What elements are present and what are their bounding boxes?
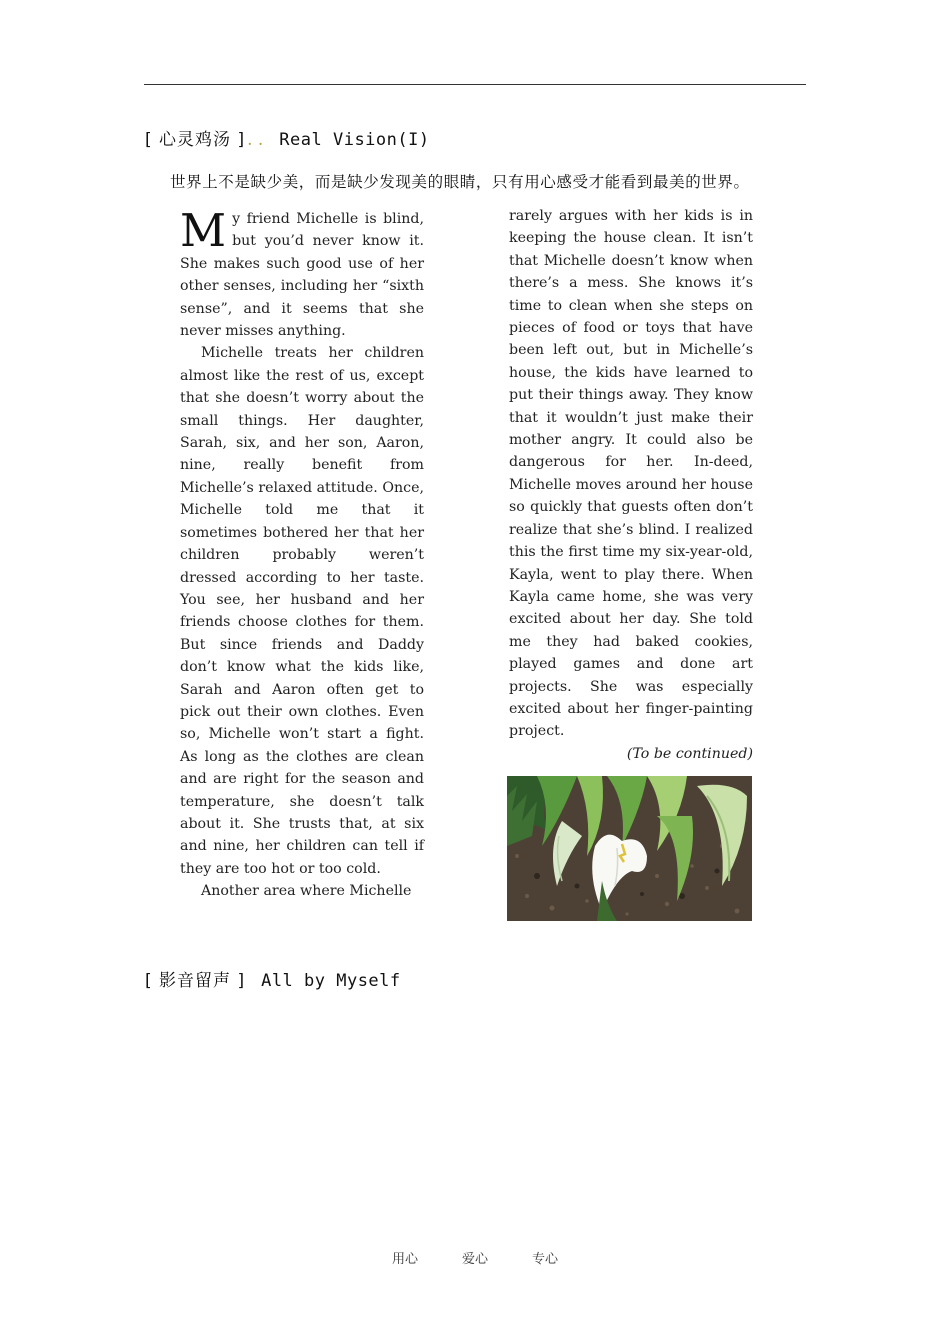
- page-footer: [0, 1248, 950, 1267]
- to-be-continued: (To be continued): [626, 745, 753, 762]
- paragraph-1: [180, 204, 424, 342]
- section-label: [ 影音留声 ]: [145, 971, 246, 991]
- paragraph-3: Another area where Michelle: [201, 883, 412, 900]
- article-right-column: [509, 205, 753, 765]
- section-title: All by Myself: [261, 971, 401, 991]
- flower-photo: [507, 776, 752, 921]
- section-label: [ 心灵鸡汤 ]: [145, 130, 246, 150]
- section-header-audio: [145, 966, 401, 991]
- section-header-soul-soup: [145, 125, 430, 150]
- paragraph-continuation: rarely argues with her kids is in keeping the house clean. It isn’t that Michelle doesn’t know when there’s a mess. She knows it’s time to clean when she steps on pieces of food or toys that have been left out, but in Michelle’s house, the kids have learned to put their things away. They know that it wouldn’t just make their mother angry. It could also be dangerous for her. In-deed, Michelle moves around her house so quickly that guests often don’t realize that she’s blind. I realized this the first time my six-year-old, Kayla, went to play there. When Kayla came home, she was very excited about her day. She told me they had baked cookies, played games and done art projects. She was especially excited about her finger-painting project.: [509, 208, 753, 740]
- paragraph-1-text: y friend Michelle is blind, but you’d never know it. She makes such good use of her other senses, including her “sixth sense”, and it seems that she never misses anything.: [180, 211, 424, 340]
- footer-item: 专心: [532, 1252, 559, 1267]
- top-rule: [144, 84, 806, 85]
- article-left-column: [180, 204, 424, 903]
- section-title: Real Vision(I): [279, 130, 430, 150]
- drop-cap: M: [180, 204, 227, 257]
- motto: 世界上不是缺少美，而是缺少发现美的眼睛，只有用心感受才能看到最美的世界。: [170, 173, 750, 191]
- footer-item: 用心: [391, 1252, 418, 1267]
- paragraph-2: Michelle treats her children almost like the rest of us, except that she doesn’t worry about the small things. Her daughter, Sarah, six, and her son, Aaron, nine, really benefit from Michelle’s relaxed attitude. Once, Michelle told me that it sometimes bothered her that her children probably weren’t dressed according to her taste. You see, her husband and her friends choose clothes for them. But since friends and Daddy don’t know what the kids like, Sarah and Aaron often get to pick out their own clothes. Even so, Michelle won’t start a fight. As long as the clothes are clean and are right for the season and temperature, she doesn’t talk about it. She trusts that, at six and nine, her children can tell if they are too hot or too cold.: [180, 345, 424, 877]
- footer-item: 爱心: [461, 1252, 488, 1267]
- crocus-flower-image: [507, 776, 752, 921]
- decorative-dots: . .: [247, 130, 264, 150]
